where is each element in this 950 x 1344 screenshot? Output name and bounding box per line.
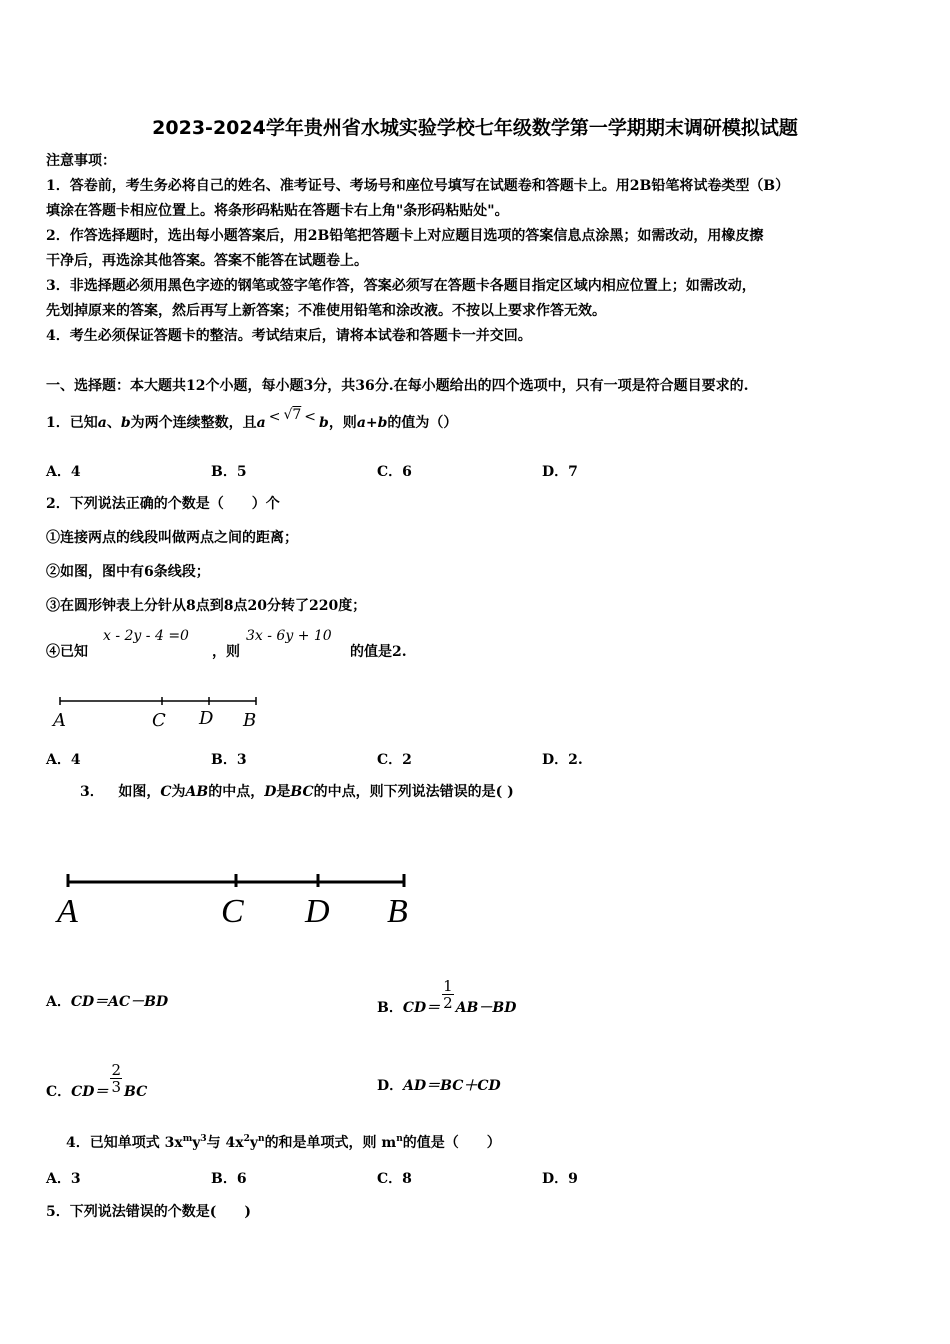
q3-option-b-den: 2 (443, 994, 453, 1012)
q3-label-b: B (387, 893, 408, 930)
q1-pre: 1．已知 (46, 415, 98, 431)
q3-s3: 是 (276, 784, 291, 800)
notice-line-2a: 2．作答选择题时，选出每小题答案后，用2B铅笔把答题卡上对应题目选项的答案信息点涂黑；如需改动，用橡皮擦 (46, 228, 764, 244)
q2-equation-1: x - 2y - 4 =0 (103, 628, 189, 644)
q4-post: 的和是单项式，则 m (264, 1135, 397, 1151)
q3-s4: 的中点，则下列说法错误的是( ) (313, 784, 514, 800)
q1-lt-1: < (268, 409, 281, 425)
q3-option-c-post: BC (124, 1083, 148, 1100)
q2-option-c: C．2 (377, 752, 412, 768)
q2-option-d: D．2. (542, 752, 583, 768)
q3-segment-bc: BC (290, 784, 314, 800)
q2-statement-4-pre: ④已知 (46, 644, 88, 660)
q2-label-b: B (243, 710, 257, 731)
q3-option-a-text: CD＝AC－BD (70, 994, 169, 1010)
q1-sqrt-radicand: 7 (292, 407, 302, 423)
q4-option-d: D．9 (542, 1171, 578, 1187)
notice-line-2b: 干净后，再选涂其他答案。答案不能答在试题卷上。 (46, 253, 368, 269)
page-title: 2023-2024学年贵州省水城实验学校七年级数学第一学期期末调研模拟试题 (152, 117, 798, 139)
q3-num: 3． (80, 784, 104, 800)
q1-var-b: b (120, 415, 131, 431)
q3-s1: 为 (171, 784, 186, 800)
q3-option-d-label: D． (377, 1078, 404, 1094)
q3-option-a (46, 991, 168, 1011)
q4-exp-n2: n (396, 1134, 403, 1144)
q2-statement-3: ③在圆形钟表上分针从8点到8点20分转了220度； (46, 598, 367, 614)
q1-sum: a+b (356, 415, 388, 431)
q2-statement-2: ②如图，图中有6条线段； (46, 564, 210, 580)
q3-option-c-den: 3 (111, 1078, 121, 1096)
q2-label-a: A (53, 710, 66, 731)
q2-statement-4-end: 的值是2. (350, 644, 407, 660)
q4-option-a: A．3 (46, 1171, 81, 1187)
q3-label-c: C (221, 893, 244, 930)
sqrt-icon: √7 (283, 407, 302, 423)
q2-statement-1: ①连接两点的线段叫做两点之间的距离； (46, 530, 298, 546)
q3-segment-ab: AB (185, 784, 209, 800)
q1-var-a: a (97, 415, 107, 431)
q3-option-b-num: 1 (443, 977, 453, 995)
q3-option-c-fraction (110, 1062, 122, 1095)
q1-post: ，则 (328, 415, 357, 431)
q4-y2: y (249, 1135, 259, 1151)
q4-exp-m: m (182, 1134, 193, 1144)
q3-label-a: A (57, 893, 78, 930)
q3-option-c-label: C． (46, 1083, 72, 1100)
q4-option-c: C．8 (377, 1171, 412, 1187)
notice-line-1b: 填涂在答题卡相应位置上。将条形码粘贴在答题卡右上角"条形码粘贴处"。 (46, 203, 509, 219)
q3-option-c-pre: CD＝ (71, 1083, 109, 1100)
q4-mid: 与 4x (206, 1135, 244, 1151)
q3-option-b-pre: CD＝ (402, 999, 441, 1016)
q3-option-c (46, 1050, 148, 1100)
q3-label-d: D (305, 893, 330, 930)
q1-var-b2: b (319, 415, 329, 431)
notice-line-3b: 先划掉原来的答案，然后再写上新答案；不准使用铅笔和涂改液。不按以上要求作答无效。 (46, 303, 606, 319)
question-5: 5．下列说法错误的个数是( ) (46, 1204, 251, 1220)
q4-option-b: B．6 (211, 1171, 247, 1187)
q4-exp-2: 2 (243, 1134, 250, 1144)
q3-option-d (377, 1075, 501, 1095)
notice-heading: 注意事项： (46, 153, 116, 169)
q4-exp-3: 3 (200, 1134, 207, 1144)
q1-mid: 为两个连续整数，且 (130, 415, 257, 431)
q3-option-d-text: AD＝BC＋CD (403, 1078, 501, 1094)
q3-option-b (377, 966, 517, 1016)
notice-line-4: 4．考生必须保证答题卡的整洁。考试结束后，请将本试卷和答题卡一并交回。 (46, 328, 532, 344)
q3-option-b-fraction (442, 978, 454, 1011)
q2-equation-2: 3x - 6y + 10 (246, 628, 332, 644)
q1-sep: 、 (106, 415, 121, 431)
q1-option-d: D．7 (542, 464, 578, 480)
notice-line-1a: 1．答卷前，考生务必将自己的姓名、准考证号、考场号和座位号填写在试题卷和答题卡上。用2B铅笔将试卷类型（B） (46, 178, 790, 194)
q1-option-b: B．5 (211, 464, 247, 480)
question-4 (66, 1134, 501, 1152)
q1-var-a2: a (256, 415, 266, 431)
q1-option-c: C．6 (377, 464, 412, 480)
q3-option-b-label: B． (377, 999, 403, 1016)
q2-label-d: D (199, 708, 214, 729)
notice-line-3a: 3．非选择题必须用黑色字迹的钢笔或签字笔作答，答案必须写在答题卡各题目指定区域内相应位置上；如需改动， (46, 278, 756, 294)
q1-lt-2: < (304, 409, 317, 425)
q3-option-b-post: AB－BD (455, 999, 517, 1016)
q3-point-c: C (160, 784, 172, 800)
q4-y: y (192, 1135, 201, 1151)
question-2: 2．下列说法正确的个数是（ ）个 (46, 496, 280, 512)
q2-option-b: B．3 (211, 752, 247, 768)
q3-point-d: D (264, 784, 277, 800)
q1-option-a: A．4 (46, 464, 81, 480)
q2-label-c: C (152, 710, 166, 731)
q2-option-a: A．4 (46, 752, 81, 768)
q3-option-a-label: A． (46, 994, 71, 1010)
q3-s2: 的中点， (208, 784, 265, 800)
q4-end: 的值是（ ） (402, 1135, 501, 1151)
section-heading: 一、选择题：本大题共12个小题，每小题3分，共36分.在每小题给出的四个选项中，只有一项是符合题目要求的. (46, 378, 749, 394)
q3-stem-a: 如图， (118, 784, 161, 800)
q1-end: 的值为（） (387, 415, 458, 431)
q3-option-c-num: 2 (111, 1061, 121, 1079)
q2-statement-4-mid: ，则 (212, 644, 240, 660)
q4-pre: 4．已知单项式 3x (66, 1135, 183, 1151)
q4-exp-n: n (258, 1134, 265, 1144)
